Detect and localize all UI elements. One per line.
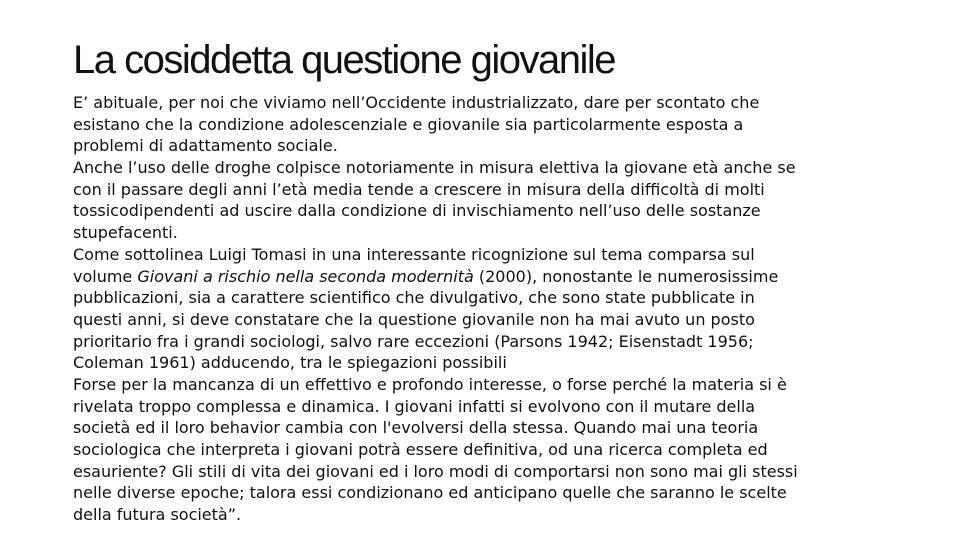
body-line (73, 396, 953, 418)
body-line (73, 352, 953, 374)
body-text: rivelata troppo complessa e dinamica. I giovani infatti si evolvono con il mutare della (73, 396, 756, 416)
body-line (73, 461, 953, 483)
body-line (73, 331, 953, 353)
body-line (73, 92, 953, 114)
body-line (73, 135, 953, 157)
body-text: Come sottolinea Luigi Tomasi in una interessante ricognizione sul tema comparsa sul (73, 244, 755, 264)
body-line (73, 157, 953, 179)
body-line (73, 417, 953, 439)
body-text: con il passare degli anni l’età media tende a crescere in misura della difficoltà di molti (73, 179, 765, 199)
body-line (73, 244, 953, 266)
body-line (73, 222, 953, 244)
body-line (73, 287, 953, 309)
slide-title: La cosiddetta questione giovanile (73, 38, 616, 82)
body-text: della futura società”. (73, 505, 242, 525)
body-line (73, 439, 953, 461)
body-text: tossicodipendenti ad uscire dalla condizione di invischiamento nell’uso delle sostanze (73, 201, 761, 221)
body-text: società ed il loro behavior cambia con l'evolversi della stessa. Quando mai una teoria (73, 418, 759, 438)
body-text: (2000), nonostante le numerosissime (473, 266, 779, 286)
body-line (73, 200, 953, 222)
body-line (73, 114, 953, 136)
body-text: stupefacenti. (73, 223, 178, 243)
slide-body-text (73, 92, 953, 526)
body-line (73, 482, 953, 504)
body-text: problemi di adattamento sociale. (73, 136, 338, 156)
body-line (73, 374, 953, 396)
body-text: Forse per la mancanza di un effettivo e profondo interesse, o forse perché la materia si è (73, 374, 787, 394)
body-text: questi anni, si deve constatare che la questione giovanile non ha mai avuto un posto (73, 309, 755, 329)
body-line (73, 309, 953, 331)
book-title: Giovani a rischio nella seconda modernità (137, 266, 474, 286)
body-text: Anche l’uso delle droghe colpisce notoriamente in misura elettiva la giovane età anche se (73, 158, 796, 178)
body-text: esistano che la condizione adolescenziale e giovanile sia particolarmente esposta a (73, 114, 744, 134)
body-text: pubblicazioni, sia a carattere scientifico che divulgativo, che sono state pubblicate in (73, 288, 755, 308)
body-text: volume (73, 266, 138, 286)
body-line (73, 179, 953, 201)
body-line (73, 266, 953, 288)
body-text: Coleman 1961) adducendo, tra le spiegazioni possibili (73, 353, 507, 373)
body-text: E’ abituale, per noi che viviamo nell’Occidente industrializzato, dare per scontato che (73, 93, 760, 112)
body-text: prioritario fra i grandi sociologi, salvo rare eccezioni (Parsons 1942; Eisenstadt 1956; (73, 331, 754, 351)
body-line (73, 504, 953, 526)
body-text: esauriente? Gli stili di vita dei giovani ed i loro modi di comportarsi non sono mai gli stessi (73, 461, 798, 481)
body-text: nelle diverse epoche; talora essi condizionano ed anticipano quelle che saranno le scelte (73, 483, 787, 503)
body-text: sociologica che interpreta i giovani potrà essere definitiva, od una ricerca completa ed (73, 440, 768, 459)
